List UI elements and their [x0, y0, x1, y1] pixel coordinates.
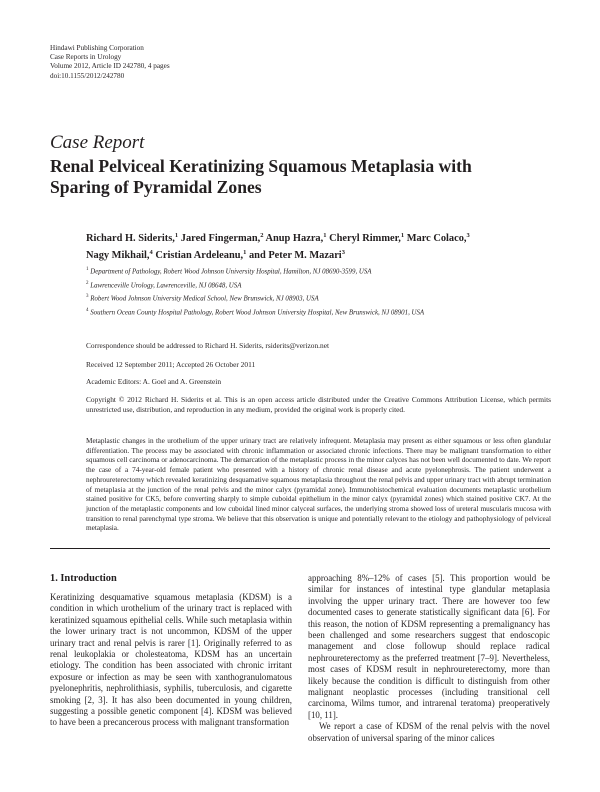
affiliation-item — [86, 305, 551, 319]
affiliation-marker: 1 — [323, 232, 327, 239]
author[interactable]: and Peter M. Mazari — [246, 249, 342, 261]
author[interactable]: Jared Fingerman, — [178, 233, 261, 244]
affiliation-text: Robert Wood Johnson University Medical School, New Brunswick, NJ 08903, USA — [90, 295, 319, 303]
affiliation-text: Department of Pathology, Robert Wood Johnson University Hospital, Hamilton, NJ 08690-3599, USA — [90, 268, 372, 276]
affiliation-item — [86, 291, 551, 305]
author[interactable]: Anup Hazra, — [263, 233, 324, 244]
affiliation-marker: 1 — [174, 232, 179, 239]
affiliation-number: 3 — [86, 294, 89, 300]
affiliation-marker: 1 — [400, 232, 405, 239]
author[interactable]: Marc Colaco, — [404, 233, 467, 244]
paragraph: We report a case of KDSM of the renal pelvis with the novel observation of universal sparing of the minor calices — [308, 721, 550, 743]
affiliation-number: 4 — [86, 307, 89, 313]
section-divider — [50, 548, 550, 549]
affiliations — [86, 264, 551, 318]
affiliation-number: 1 — [86, 267, 89, 272]
doi-line: doi:10.1155/2012/242780 — [50, 71, 125, 80]
publisher-line: Hindawi Publishing Corporation — [50, 44, 144, 52]
affiliation-marker: 3 — [341, 248, 345, 256]
affiliation-marker: 3 — [466, 232, 470, 239]
abstract: Metaplastic changes in the urothelium of the upper urinary tract are relatively infrequent. Metaplasia may present as either squamous or less often glandular differentiation. The process may be associated with chronic inflammation or associated chronic infections. There may be malignant transformation to either squamous cell carcinoma or adenocarcinoma. The demarcation of the metaplastic process in the minor calyces has not been well documented to date. We report the case of a 74-year-old female patient who presented with a history of chronic renal disease and acute pyelonephrosis. The patient underwent a nephroureterectomy which revealed keratinizing desquamative squamous metaplasia throughout the renal pelvis and upper urinary tract with abrupt termination of metaplasia at the junction of the renal pelvis and the minor calyx (pyramidal zone). Immunohistochemical evaluation documents metaplastic urothelium stained positive for CK5, before converting sharply to simple cuboidal epithelium in the minor calyx (pyramidal zones) which stained positive CK7. At the junction of the metaplastic components and low cuboidal lined minor calyceal surfaces, the underlying stroma showed loss of ureteral muscularis mucosa with transition to renal parenchymal type stroma. We believe that this observation is unique and potentially relevant to the etiology and pathophysiology of pelviceal metaplasia. — [86, 437, 551, 533]
body-column-right — [308, 573, 550, 744]
academic-editors: Academic Editors: A. Goel and A. Greenstein — [86, 377, 222, 386]
affiliation-item — [86, 264, 551, 278]
affiliation-text: Southern Ocean County Hospital Pathology, Robert Wood Johnson University Hospital, New Brunswick, NJ 08901, USA — [90, 309, 425, 317]
affiliation-number: 2 — [86, 280, 89, 286]
copyright-notice: Copyright © 2012 Richard H. Siderits et al. This is an open access article distributed under the Creative Commons Attribution License, which permits unrestricted use, distribution, and reproduction in any medium, provided the original work is properly cited. — [86, 395, 551, 414]
affiliation-marker: 2 — [260, 232, 264, 239]
body-column-left — [50, 592, 292, 729]
correspondence-line: Correspondence should be addressed to Richard H. Siderits, rsiderits@verizon.net — [86, 341, 330, 350]
author[interactable]: Cheryl Rimmer, — [326, 233, 401, 244]
journal-name: Case Reports in Urology — [50, 53, 122, 62]
section-heading-introduction: 1. Introduction — [50, 573, 117, 584]
affiliation-text: Lawrenceville Urology, Lawrenceville, NJ 08648, USA — [90, 281, 242, 289]
volume-line: Volume 2012, Article ID 242780, 4 pages — [50, 62, 170, 71]
affiliation-marker: 4 — [149, 248, 153, 256]
journal-header — [50, 44, 170, 81]
author[interactable]: Cristian Ardeleanu, — [152, 249, 244, 261]
affiliation-marker: 1 — [243, 248, 247, 256]
received-dates: Received 12 September 2011; Accepted 26 October 2011 — [86, 360, 256, 369]
paragraph: approaching 8%–12% of cases [5]. This proportion would be similar for instances of intestinal type glandular metaplasia involving the upper urinary tract. There are however too few documented cases to generate statistically significant data [6]. For this reason, the notion of KDSM representing a premalignancy has been challenged and some researchers suggest that endoscopic management and close followup should replace radical nephroureterectomy as the preferred treatment [7–9]. Nevertheless, most cases of KDSM result in nephroureterectomy, more than likely because the condition is difficult to distinguish from other malignant neoplastic processes (including transitional cell carcinoma, Wilms tumor, and intrarenal teratoma) preoperatively [10, 11]. — [308, 573, 550, 720]
article-type: Case Report — [50, 132, 145, 153]
article-title: Renal Pelviceal Keratinizing Squamous Metaplasia with Sparing of Pyramidal Zones — [50, 156, 472, 197]
affiliation-item — [86, 278, 551, 292]
author-list — [86, 229, 551, 262]
author[interactable]: Richard H. Siderits, — [86, 233, 175, 244]
author[interactable]: Nagy Mikhail, — [86, 249, 150, 261]
paragraph: Keratinizing desquamative squamous metaplasia (KDSM) is a condition in which urothelium of the urinary tract is replaced with keratinized squamous epithelial cells. While such metaplasia within the lower urinary tract is not uncommon, KDSM of the upper urinary tract and renal pelvis is rarer [1]. Originally referred to as renal leukoplakia or cholesteatoma, KDSM has an uncertain etiology. The condition has been associated with chronic irritant exposure or infection as may be seen with xanthogranulomatous pyelonephritis, nephrolithiasis, syphilis, tuberculosis, and cigarette smoking [2, 3]. It has also been documented in young children, suggesting a possible genetic component [4]. KDSM was believed to have been a precancerous process with malignant transformation — [50, 592, 292, 728]
